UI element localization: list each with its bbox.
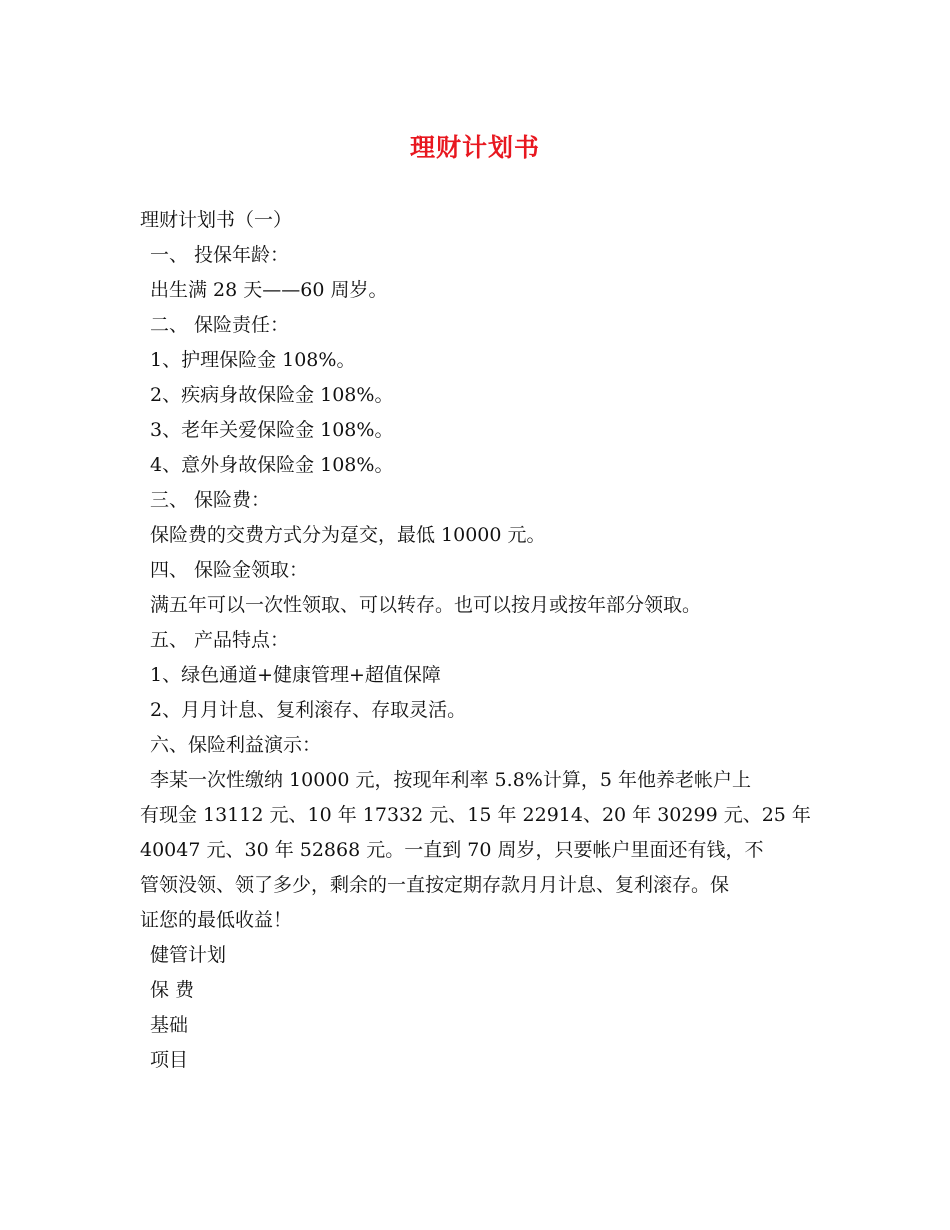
item-line: 六、保险利益演示： <box>150 734 322 756</box>
document-body <box>140 203 820 1078</box>
trailing-line: 基础 <box>150 1014 189 1036</box>
item-line: 1、护理保险金 108%。 <box>150 349 356 371</box>
document-title: 理财计划书 <box>409 133 540 162</box>
item-line: 五、 产品特点： <box>150 629 290 651</box>
item-line: 1、绿色通道+健康管理+超值保障 <box>150 664 441 686</box>
paragraph-line: 40047 元、30 年 52868 元。一直到 70 周岁，只要帐户里面还有钱，不 <box>140 839 764 861</box>
item-line: 三、 保险费： <box>150 489 271 511</box>
item-line: 一、 投保年龄： <box>150 244 290 266</box>
item-line: 3、老年关爱保险金 108%。 <box>150 419 394 441</box>
paragraph-line: 管领没领、领了多少，剩余的一直按定期存款月月计息、复利滚存。保 <box>140 874 730 896</box>
item-line: 四、 保险金领取： <box>150 559 309 581</box>
trailing-line: 健管计划 <box>150 944 227 966</box>
item-line: 2、月月计息、复利滚存、存取灵活。 <box>150 699 467 721</box>
item-line: 二、 保险责任： <box>150 314 290 336</box>
item-line: 出生满 28 天——60 周岁。 <box>150 279 388 301</box>
trailing-line: 项目 <box>150 1049 189 1071</box>
section-heading: 理财计划书（一） <box>140 209 293 231</box>
item-line: 4、意外身故保险金 108%。 <box>150 454 394 476</box>
benefit-paragraph <box>140 763 820 938</box>
paragraph-line: 证您的最低收益！ <box>140 909 293 931</box>
item-line: 满五年可以一次性领取、可以转存。也可以按月或按年部分领取。 <box>150 594 702 616</box>
paragraph-line: 有现金 13112 元、10 年 17332 元、15 年 22914、20 年 30299 元、25 年 <box>140 804 811 826</box>
item-line: 2、疾病身故保险金 108%。 <box>150 384 394 406</box>
paragraph-line: 李某一次性缴纳 10000 元，按现年利率 5.8%计算，5 年他养老帐户上 <box>150 769 751 791</box>
trailing-line: 保 费 <box>150 979 195 1001</box>
item-line: 保险费的交费方式分为趸交，最低 10000 元。 <box>150 524 546 546</box>
